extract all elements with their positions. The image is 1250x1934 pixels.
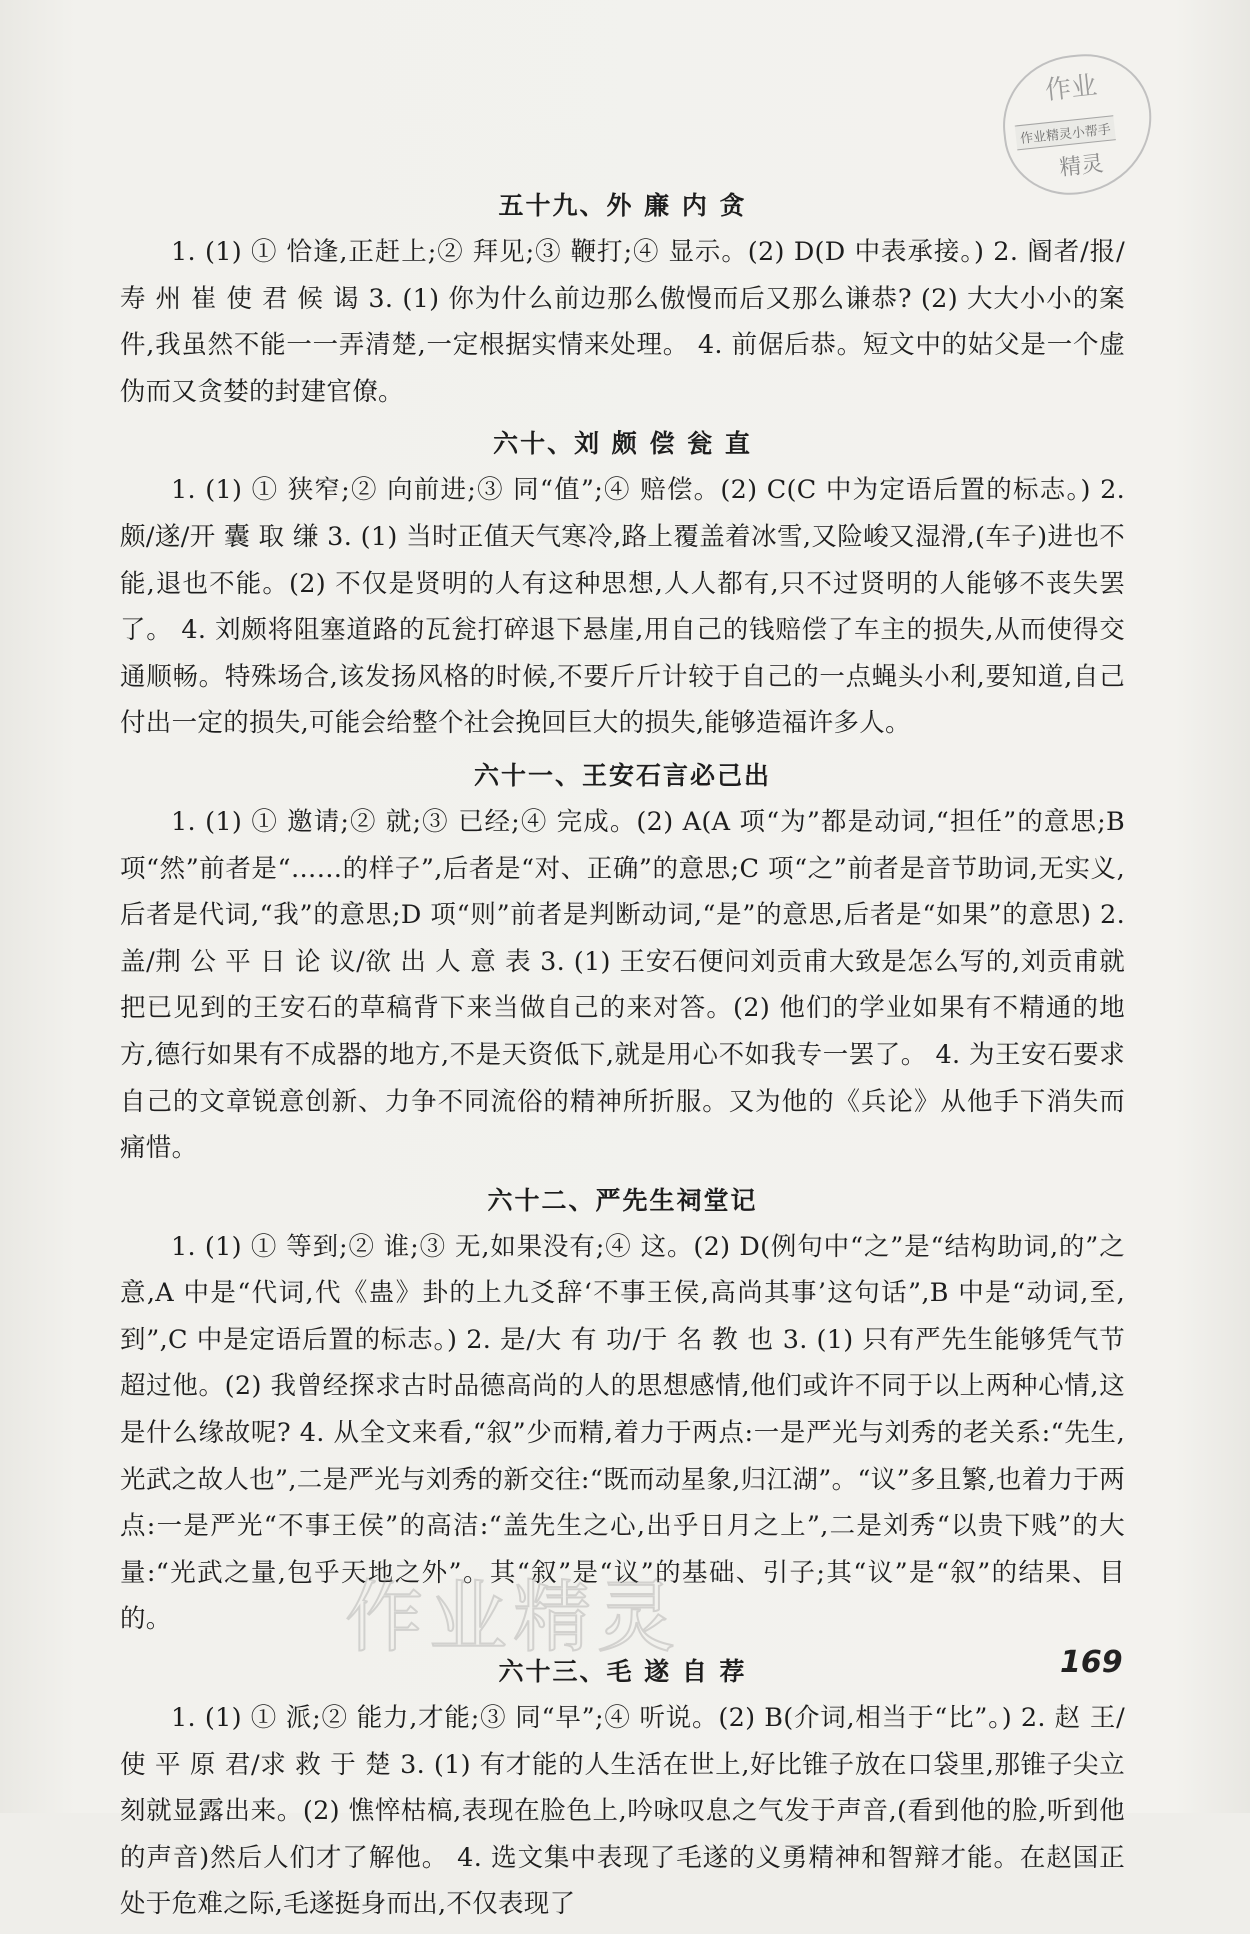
section-title: 六十三、毛 遂 自 荐: [498, 1657, 747, 1687]
section-title: 六十一、王安石言必己出: [473, 760, 771, 790]
section-63: [120, 1649, 1125, 1928]
section-title: 六十、刘 颇 偿 瓮 直: [493, 429, 752, 459]
stamp-line-1: 作业: [1043, 70, 1099, 107]
section-59: [120, 183, 1125, 415]
section-60: [120, 421, 1125, 747]
section-title: 五十九、外 廉 内 贪: [498, 191, 747, 220]
section-text: 1. (1) ① 等到;② 谁;③ 无,如果没有;④ 这。(2) D(例句中“之”是“结构助词,的”之意,A 中是“代词,代《蛊》卦的上九爻辞‘不事王侯,高尚其事’这句话”,B 中是“动词,至,到”,C 中是定语后置的标志。) 2. 是/大 有 功/于 名 教 也 3. (1) 只有严先生能够凭气节超过他。(2) 我曾经探求古时品德高尚的人的思想感情,他们或许不同于以上两种心情,这是什么缘故呢? 4. 从全文来看,“叙”少而精,着力于两点:一是严光与刘秀的老关系:“先生,光武之故人也”,二是严光与刘秀的新交往:“既而动星象,归江湖”。“议”多且繁,也着力于两点:一是严光“不事王侯”的高洁:“盖先生之心,出乎日月之上”,二是刘秀“以贵下贱”的大量:“光武之量,包乎天地之外”。其“叙”是“议”的基础、引子;其“议”是“叙”的结果、目的。: [120, 1231, 1125, 1635]
section-text: 1. (1) ① 狭窄;② 向前进;③ 同“值”;④ 赔偿。(2) C(C 中为定语后置的标志。) 2. 颇/遂/开 囊 取 缣 3. (1) 当时正值天气寒冷,路上覆盖着冰雪,又险峻又湿滑,(车子)进也不能,退也不能。(2) 不仅是贤明的人有这种思想,人人都有,只不过贤明的人能够不丧失罢了。 4. 刘颇将阻塞道路的瓦瓮打碎退下悬崖,用自己的钱赔偿了车主的损失,从而使得交通顺畅。特殊场合,该发扬风格的时候,不要斤斤计较于自己的一点蝇头小利,要知道,自己付出一定的损失,可能会给整个社会挽回巨大的损失,能够造福许多人。: [120, 475, 1126, 739]
watermark-text: 作业精灵: [345, 1573, 682, 1663]
section-text: 1. (1) ① 恰逢,正赶上;② 拜见;③ 鞭打;④ 显示。(2) D(D 中表承接。) 2. 阍者/报/寿 州 崔 使 君 候 谒 3. (1) 你为什么前边那么傲慢而后又那么谦恭? (2) 大大小小的案件,我虽然不能一一弄清楚,一定根据实情来处理。 4. 前倨后恭。短文中的姑父是一个虚伪而又贪婪的封建官僚。: [120, 237, 1125, 407]
section-text: 1. (1) ① 派;② 能力,才能;③ 同“早”;④ 听说。(2) B(介词,相当于“比”。) 2. 赵 王/使 平 原 君/求 救 于 楚 3. (1) 有才能的人生活在世上,好比锥子放在口袋里,那锥子尖立刻就显露出来。(2) 憔悴枯槁,表现在脸色上,吟咏叹息之气发于声音,(看到他的脸,听到他的声音)然后人们才了解他。 4. 选文集中表现了毛遂的义勇精神和智辩才能。在赵国正处于危难之际,毛遂挺身而出,不仅表现了: [120, 1703, 1125, 1920]
watermark-stamp: [996, 48, 1159, 202]
section-title: 六十二、严先生祠堂记: [487, 1185, 758, 1215]
answer-content: [120, 183, 1125, 1934]
stamp-line-2: 作业精灵小帮手: [1015, 115, 1116, 150]
section-text: 1. (1) ① 邀请;② 就;③ 已经;④ 完成。(2) A(A 项“为”都是动词,“担任”的意思;B 项“然”前者是“……的样子”,后者是“对、正确”的意思;C 项“之”前者是音节助词,无实义,后者是代词,“我”的意思;D 项“则”前者是判断动词,“是”的意思,后者是“如果”的意思) 2. 盖/荆 公 平 日 论 议/欲 出 人 意 表 3. (1) 王安石便问刘贡甫大致是怎么写的,刘贡甫就把已见到的王安石的草稿背下来当做自己的来对答。(2) 他们的学业如果有不精通的地方,德行如果有不成器的地方,不是天资低下,就是用心不如我专一罢了。 4. 为王安石要求自己的文章锐意创新、力争不同流俗的精神所折服。又为他的《兵论》从他手下消失而痛惜。: [120, 806, 1125, 1164]
page-number: 169: [1060, 1645, 1123, 1680]
section-61: [120, 753, 1125, 1172]
stamp-line-3: 精灵: [1058, 151, 1105, 182]
